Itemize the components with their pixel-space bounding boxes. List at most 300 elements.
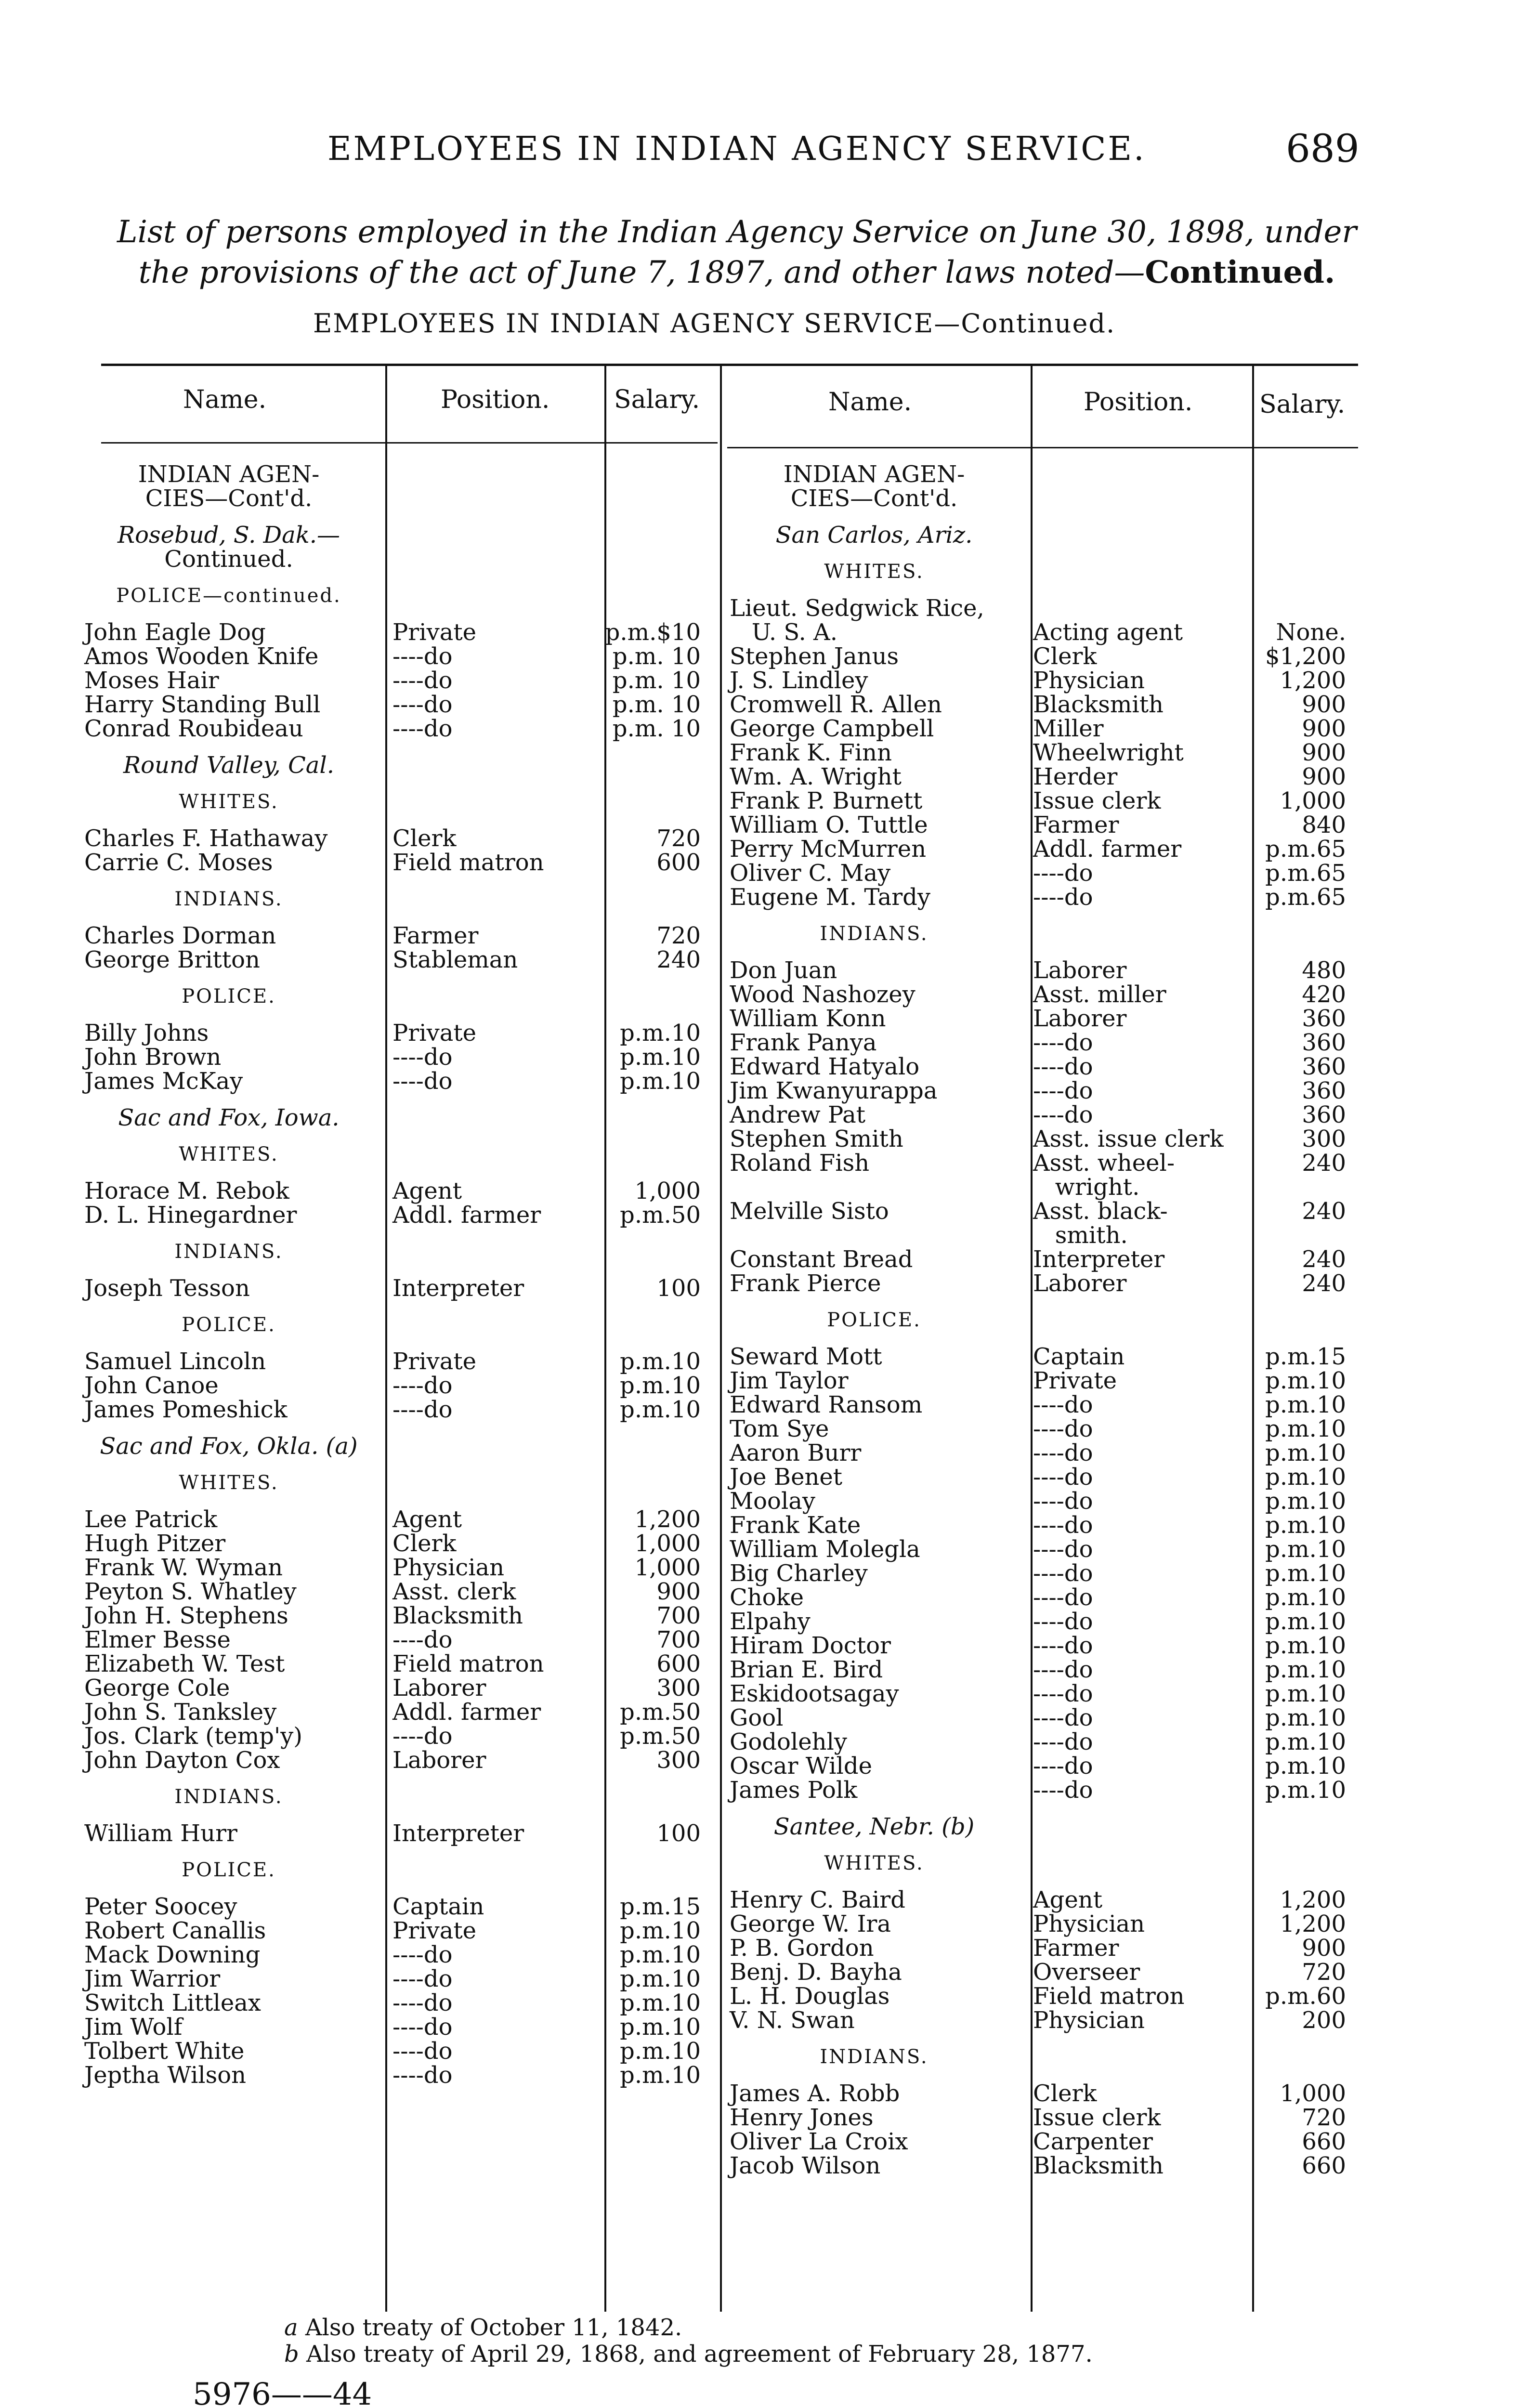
employee-position: Laborer xyxy=(1033,1270,1127,1297)
employee-name: John H. Stephens xyxy=(84,1602,288,1629)
employee-name: L. H. Douglas xyxy=(730,1983,890,2010)
agency-heading: Rosebud, S. Dak.— xyxy=(117,522,340,549)
employee-position: ----do xyxy=(1033,1536,1093,1563)
table-row xyxy=(730,1561,1360,1585)
employee-name: Don Juan xyxy=(730,957,837,984)
table-row xyxy=(730,2081,1360,2106)
table-row xyxy=(84,1179,715,1203)
employee-position: Farmer xyxy=(1033,811,1119,838)
table-row xyxy=(730,813,1360,837)
table-row xyxy=(730,1247,1360,1271)
employee-salary: p.m.10 xyxy=(620,1941,701,1968)
employee-salary: p.m.15 xyxy=(1265,1343,1346,1370)
table-row xyxy=(730,1960,1360,1984)
employee-name: Elmer Besse xyxy=(84,1626,231,1653)
employee-name: James Polk xyxy=(730,1777,858,1804)
employee-position: Captain xyxy=(1033,1343,1125,1370)
employee-name: Conrad Roubideau xyxy=(84,715,303,742)
employee-name: Big Charley xyxy=(730,1560,868,1587)
employee-salary: p.m.10 xyxy=(620,1917,701,1944)
employee-name: Samuel Lincoln xyxy=(84,1348,266,1375)
employee-position: Captain xyxy=(392,1893,484,1920)
right-salary-header: Salary. xyxy=(1259,390,1346,419)
employee-name: Hugh Pitzer xyxy=(84,1530,226,1557)
employee-position: Physician xyxy=(1033,2007,1145,2034)
employee-salary: p.m.50 xyxy=(620,1723,701,1750)
employee-position: ----do xyxy=(392,1068,453,1095)
employee-salary: p.m.10 xyxy=(1265,1656,1346,1683)
employee-name: William O. Tuttle xyxy=(730,811,928,838)
employee-name: Robert Canallis xyxy=(84,1917,266,1944)
table-row xyxy=(730,765,1360,789)
employee-position: ----do xyxy=(1033,1560,1093,1587)
employee-salary: $1,200 xyxy=(1265,643,1346,670)
employee-name: Andrew Pat xyxy=(730,1101,866,1128)
employee-name: Brian E. Bird xyxy=(730,1656,883,1683)
employee-position: ----do xyxy=(1033,1391,1093,1418)
employee-position: Herder xyxy=(1033,763,1118,790)
employee-position: Asst. issue clerk xyxy=(1033,1125,1224,1152)
employee-salary: p.m.60 xyxy=(1265,1983,1346,2010)
footnote-a xyxy=(284,2314,682,2341)
employee-name: Edward Ransom xyxy=(730,1391,923,1418)
employee-position: Farmer xyxy=(392,922,479,949)
table-top-rule xyxy=(101,364,1358,366)
section-heading: INDIANS. xyxy=(174,1786,283,1808)
employee-salary: p.m.10 xyxy=(1265,1584,1346,1611)
left-header-rule xyxy=(101,442,718,444)
employee-salary: 360 xyxy=(1302,1029,1346,1056)
running-title: EMPLOYEES IN INDIAN AGENCY SERVICE. xyxy=(327,130,1146,168)
employee-position: Asst. miller xyxy=(1033,981,1166,1008)
table-row xyxy=(84,1398,715,1422)
footnote-text: Also treaty of April 29, 1868, and agreement of February 28, 1877. xyxy=(306,2341,1093,2368)
table-row xyxy=(730,1585,1360,1610)
employee-position: Laborer xyxy=(1033,1005,1127,1032)
employee-salary: p.m.10 xyxy=(620,1965,701,1992)
employee-name: V. N. Swan xyxy=(730,2007,855,2034)
footnote-mark: a xyxy=(284,2314,298,2341)
employee-position: Acting agent xyxy=(1033,619,1183,646)
section-heading: POLICE. xyxy=(182,1859,276,1881)
employee-salary: p.m.10 xyxy=(620,2014,701,2041)
employee-position: ----do xyxy=(392,2062,453,2089)
agency-heading: San Carlos, Ariz. xyxy=(775,522,973,549)
employee-salary: 900 xyxy=(656,1578,701,1605)
table-row xyxy=(730,644,1360,668)
employee-salary: p.m.10 xyxy=(620,2038,701,2065)
employee-name: Elpahy xyxy=(730,1608,811,1635)
employee-name: Jim Wolf xyxy=(84,2014,183,2041)
employee-position: Private xyxy=(392,1020,477,1047)
employee-salary: p.m.10 xyxy=(620,1396,701,1423)
employee-position: ----do xyxy=(392,2014,453,2041)
table-row xyxy=(84,1045,715,1069)
employee-salary: 360 xyxy=(1302,1101,1346,1128)
employee-position: ----do xyxy=(1033,1584,1093,1611)
employee-position: ----do xyxy=(392,1965,453,1992)
table-row xyxy=(730,1658,1360,1682)
table-row xyxy=(84,924,715,948)
employee-position: Asst. wheel- xyxy=(1033,1150,1175,1177)
employee-position: Addl. farmer xyxy=(392,1202,541,1229)
employee-salary: p.m. 10 xyxy=(612,667,701,694)
employee-salary: 360 xyxy=(1302,1077,1346,1104)
table-subtitle: EMPLOYEES IN INDIAN AGENCY SERVICE—Continued. xyxy=(313,308,1116,339)
table-row xyxy=(84,1203,715,1227)
table-row xyxy=(84,2039,715,2063)
employee-salary: 660 xyxy=(1302,2128,1346,2155)
employee-salary: p.m.15 xyxy=(620,1893,701,1920)
table-row xyxy=(84,1531,715,1556)
table-row xyxy=(84,668,715,693)
section-heading: WHITES. xyxy=(179,1143,279,1165)
table-row xyxy=(84,1821,715,1845)
section-heading: POLICE. xyxy=(182,985,276,1008)
employee-name: Henry Jones xyxy=(730,2104,874,2131)
table-row xyxy=(730,885,1360,909)
table-row xyxy=(84,1507,715,1531)
employee-salary: p.m.10 xyxy=(1265,1440,1346,1466)
employee-salary: 360 xyxy=(1302,1005,1346,1032)
employee-salary: p.m.10 xyxy=(1265,1753,1346,1780)
table-row xyxy=(84,1021,715,1045)
employee-position: Laborer xyxy=(392,1675,486,1701)
section-heading: POLICE. xyxy=(827,1309,921,1331)
employee-salary: p.m.50 xyxy=(620,1699,701,1726)
employee-name: Jim Kwanyurappa xyxy=(730,1077,938,1104)
employee-salary: 1,200 xyxy=(1280,1886,1346,1913)
employee-salary: 720 xyxy=(1302,2104,1346,2131)
agency-heading: Round Valley, Cal. xyxy=(123,752,335,779)
table-row xyxy=(730,1127,1360,1151)
employee-salary: 240 xyxy=(1302,1270,1346,1297)
table-row xyxy=(730,741,1360,765)
employee-salary: p.m.10 xyxy=(1265,1367,1346,1394)
table-row xyxy=(84,2015,715,2039)
table-row xyxy=(730,1610,1360,1634)
table-row xyxy=(84,1628,715,1652)
table-row xyxy=(84,1374,715,1398)
employee-name: Harry Standing Bull xyxy=(84,691,321,718)
table-row xyxy=(730,1199,1360,1223)
table-row xyxy=(730,1103,1360,1127)
employee-position: Physician xyxy=(1033,1911,1145,1937)
employee-position: Blacksmith xyxy=(1033,691,1164,718)
employee-name: George Britton xyxy=(84,946,260,973)
table-row xyxy=(730,1513,1360,1537)
employee-position: ----do xyxy=(392,667,453,694)
table-row xyxy=(730,789,1360,813)
employee-position: Miller xyxy=(1033,715,1104,742)
employee-salary: 300 xyxy=(1302,1125,1346,1152)
table-row xyxy=(730,596,1360,620)
employee-position: ----do xyxy=(1033,1728,1093,1755)
employee-salary: 100 xyxy=(656,1275,701,1302)
table-row xyxy=(730,1079,1360,1103)
section-heading: INDIANS. xyxy=(820,2046,928,2068)
table-row xyxy=(84,1349,715,1374)
table-row xyxy=(730,1754,1360,1778)
employee-position: Clerk xyxy=(1033,643,1097,670)
agency-heading: Santee, Nebr. (b) xyxy=(773,1813,975,1840)
agency-title: INDIAN AGEN- xyxy=(138,461,320,488)
employee-salary: 1,000 xyxy=(634,1554,701,1581)
employee-salary: 1,000 xyxy=(634,1178,701,1204)
employee-name: Mack Downing xyxy=(84,1941,261,1968)
employee-position: ----do xyxy=(392,715,453,742)
employee-name: Melville Sisto xyxy=(730,1198,889,1225)
table-row xyxy=(84,1919,715,1943)
employee-position: Wheelwright xyxy=(1033,739,1184,766)
employee-salary: 900 xyxy=(1302,691,1346,718)
employee-salary: 1,200 xyxy=(1280,1911,1346,1937)
table-row xyxy=(730,1706,1360,1730)
employee-salary: p.m.10 xyxy=(1265,1415,1346,1442)
employee-salary: 1,000 xyxy=(1280,787,1346,814)
employee-name: Edward Hatyalo xyxy=(730,1053,920,1080)
table-row xyxy=(84,948,715,972)
employee-name: D. L. Hinegardner xyxy=(84,1202,297,1229)
employee-position: Addl. farmer xyxy=(1033,836,1182,863)
employee-salary: 660 xyxy=(1302,2152,1346,2179)
employee-salary: p.m. 10 xyxy=(612,691,701,718)
employee-salary: p.m.10 xyxy=(1265,1512,1346,1539)
employee-salary: p.m.10 xyxy=(1265,1632,1346,1659)
page-number: 689 xyxy=(1286,126,1360,171)
section-heading: INDIANS. xyxy=(820,923,928,945)
employee-salary: 720 xyxy=(656,825,701,852)
employee-name: Lieut. Sedgwick Rice, xyxy=(730,595,984,622)
footnote-b xyxy=(284,2341,1093,2368)
employee-salary: p.m.10 xyxy=(620,1348,701,1375)
employee-position: Laborer xyxy=(392,1747,486,1774)
employee-position: Physician xyxy=(392,1554,505,1581)
table-row xyxy=(84,644,715,668)
employee-name: William Konn xyxy=(730,1005,886,1032)
employee-salary: p.m.10 xyxy=(1265,1608,1346,1635)
caption-italic: List of persons employed in the Indian Agency Service on June 30, 1898, under the provisions of the act of June 7, 1897, and other laws noted— xyxy=(117,214,1357,290)
employee-position: Clerk xyxy=(392,825,457,852)
table-row xyxy=(84,717,715,741)
employee-salary: p.m.10 xyxy=(620,1372,701,1399)
table-row xyxy=(730,1175,1360,1199)
employee-name: Oliver C. May xyxy=(730,860,891,887)
employee-position: ----do xyxy=(1033,1415,1093,1442)
table-row xyxy=(84,693,715,717)
employee-salary: 420 xyxy=(1302,981,1346,1008)
table-row xyxy=(84,1991,715,2015)
agency-heading: Sac and Fox, Okla. (a) xyxy=(100,1433,358,1460)
employee-name: Tom Sye xyxy=(730,1415,829,1442)
employee-name: U. S. A. xyxy=(730,619,837,646)
employee-position: Agent xyxy=(392,1178,462,1204)
table-row xyxy=(84,1724,715,1748)
employee-salary: 840 xyxy=(1302,811,1346,838)
employee-name: Jeptha Wilson xyxy=(84,2062,247,2089)
employee-name: George Campbell xyxy=(730,715,934,742)
employee-salary: p.m.10 xyxy=(1265,1704,1346,1731)
table-row xyxy=(730,1223,1360,1247)
employee-position: Overseer xyxy=(1033,1959,1140,1986)
employee-salary: 300 xyxy=(656,1675,701,1701)
employee-name: Godolehly xyxy=(730,1728,848,1755)
table-row xyxy=(84,1700,715,1724)
employee-salary: 200 xyxy=(1302,2007,1346,2034)
table-row xyxy=(730,2106,1360,2130)
employee-position: Clerk xyxy=(392,1530,457,1557)
employee-name: Peyton S. Whatley xyxy=(84,1578,297,1605)
employee-position: ----do xyxy=(1033,1488,1093,1515)
table-row xyxy=(730,1888,1360,1912)
employee-position: Field matron xyxy=(392,1650,544,1677)
employee-name: Amos Wooden Knife xyxy=(84,643,319,670)
employee-name: Constant Bread xyxy=(730,1246,913,1273)
employee-salary: p.m.10 xyxy=(1265,1680,1346,1707)
employee-position: Issue clerk xyxy=(1033,787,1161,814)
employee-position: Physician xyxy=(1033,667,1145,694)
caption-continued: Continued. xyxy=(1145,254,1335,290)
table-row xyxy=(730,861,1360,885)
employee-salary: 1,000 xyxy=(634,1530,701,1557)
employee-name: J. S. Lindley xyxy=(730,667,868,694)
table-row xyxy=(730,1912,1360,1936)
table-row xyxy=(730,1031,1360,1055)
agency-title: CIES—Cont'd. xyxy=(790,485,958,512)
employee-salary: 240 xyxy=(656,946,701,973)
agency-title: Continued. xyxy=(164,546,293,573)
section-heading: POLICE. xyxy=(182,1314,276,1336)
table-row xyxy=(730,1369,1360,1393)
employee-position: ----do xyxy=(392,1396,453,1423)
table-row xyxy=(730,1271,1360,1296)
table-row xyxy=(84,620,715,644)
employee-position: Private xyxy=(392,1348,477,1375)
employee-position: Blacksmith xyxy=(392,1602,523,1629)
table-row xyxy=(84,1652,715,1676)
table-row xyxy=(84,1748,715,1772)
employee-name: Eugene M. Tardy xyxy=(730,884,931,911)
employee-salary: p.m.10 xyxy=(620,1989,701,2016)
employee-name: Jim Warrior xyxy=(84,1965,221,1992)
right-header-rule xyxy=(727,447,1358,448)
employee-position: ----do xyxy=(1033,1632,1093,1659)
employee-salary: 900 xyxy=(1302,739,1346,766)
center-divider xyxy=(720,366,722,2312)
section-heading: WHITES. xyxy=(824,1852,924,1874)
employee-name: Choke xyxy=(730,1584,804,1611)
employee-salary: 1,000 xyxy=(1280,2080,1346,2107)
employee-name: Oscar Wilde xyxy=(730,1753,873,1780)
employee-name: James Pomeshick xyxy=(84,1396,288,1423)
employee-salary: 900 xyxy=(1302,715,1346,742)
employee-name: Jim Taylor xyxy=(730,1367,849,1394)
employee-position: Blacksmith xyxy=(1033,2152,1164,2179)
employee-salary: p.m. 10 xyxy=(612,643,701,670)
employee-position: ----do xyxy=(392,1989,453,2016)
employee-name: Oliver La Croix xyxy=(730,2128,908,2155)
employee-position: Private xyxy=(392,1917,477,1944)
employee-name: Elizabeth W. Test xyxy=(84,1650,285,1677)
employee-salary: p.m.50 xyxy=(620,1202,701,1229)
employee-name: Aaron Burr xyxy=(730,1440,862,1466)
employee-salary: 240 xyxy=(1302,1198,1346,1225)
left-salary-header: Salary. xyxy=(614,385,700,414)
employee-salary: 240 xyxy=(1302,1246,1346,1273)
employee-name: Switch Littleax xyxy=(84,1989,261,2016)
employee-salary: 700 xyxy=(656,1626,701,1653)
employee-name: Perry McMurren xyxy=(730,836,927,863)
employee-position: Field matron xyxy=(392,849,544,876)
employee-name: P. B. Gordon xyxy=(730,1935,874,1962)
left-position-header: Position. xyxy=(441,385,550,414)
employee-name: James McKay xyxy=(84,1068,243,1095)
table-row xyxy=(730,717,1360,741)
employee-position: ----do xyxy=(1033,1777,1093,1804)
employee-position: Addl. farmer xyxy=(392,1699,541,1726)
employee-salary: p.m.10 xyxy=(1265,1391,1346,1418)
employee-salary: 1,200 xyxy=(1280,667,1346,694)
employee-salary: 480 xyxy=(1302,957,1346,984)
table-row xyxy=(730,1537,1360,1561)
section-heading: WHITES. xyxy=(179,791,279,813)
left-name-header: Name. xyxy=(183,385,267,414)
employee-salary: p.m.10 xyxy=(620,2062,701,2089)
table-row xyxy=(84,1967,715,1991)
employee-name: Hiram Doctor xyxy=(730,1632,891,1659)
table-row xyxy=(730,1682,1360,1706)
employee-position: Asst. black- xyxy=(1033,1198,1168,1225)
table-row xyxy=(730,1730,1360,1754)
table-row xyxy=(730,982,1360,1007)
employee-salary: p.m.10 xyxy=(620,1020,701,1047)
table-row xyxy=(730,958,1360,982)
table-row xyxy=(84,2063,715,2087)
table-row xyxy=(730,2130,1360,2154)
employee-salary: p.m. 10 xyxy=(612,715,701,742)
section-heading: INDIANS. xyxy=(174,888,283,910)
employee-name: Roland Fish xyxy=(730,1150,870,1177)
printer-signature: 5976——44 xyxy=(193,2377,372,2408)
employee-name: William Molegla xyxy=(730,1536,920,1563)
employee-name: John Eagle Dog xyxy=(84,619,266,646)
employee-name: Wm. A. Wright xyxy=(730,763,902,790)
employee-salary: p.m.10 xyxy=(1265,1560,1346,1587)
employee-position: Private xyxy=(392,619,477,646)
table-row xyxy=(730,1441,1360,1465)
employee-position: ----do xyxy=(1033,1440,1093,1466)
section-heading: WHITES. xyxy=(179,1472,279,1494)
employee-name: Lee Patrick xyxy=(84,1506,218,1533)
employee-salary: 1,200 xyxy=(634,1506,701,1533)
employee-position: Farmer xyxy=(1033,1935,1119,1962)
employee-position: ----do xyxy=(1033,1077,1093,1104)
employee-position: Field matron xyxy=(1033,1983,1185,2010)
employee-name: Stephen Janus xyxy=(730,643,899,670)
employee-position: Laborer xyxy=(1033,957,1127,984)
footnote-text: Also treaty of October 11, 1842. xyxy=(305,2314,682,2341)
employee-position: ----do xyxy=(1033,1656,1093,1683)
employee-position: Issue clerk xyxy=(1033,2104,1161,2131)
employee-position: Asst. clerk xyxy=(392,1578,516,1605)
employee-position: ----do xyxy=(1033,1101,1093,1128)
employee-name: Wood Nashozey xyxy=(730,981,915,1008)
employee-salary: p.m.10 xyxy=(1265,1536,1346,1563)
table-row xyxy=(730,1345,1360,1369)
employee-salary: p.m.$10 xyxy=(605,619,701,646)
agency-title: CIES—Cont'd. xyxy=(145,485,313,512)
table-row xyxy=(730,1634,1360,1658)
